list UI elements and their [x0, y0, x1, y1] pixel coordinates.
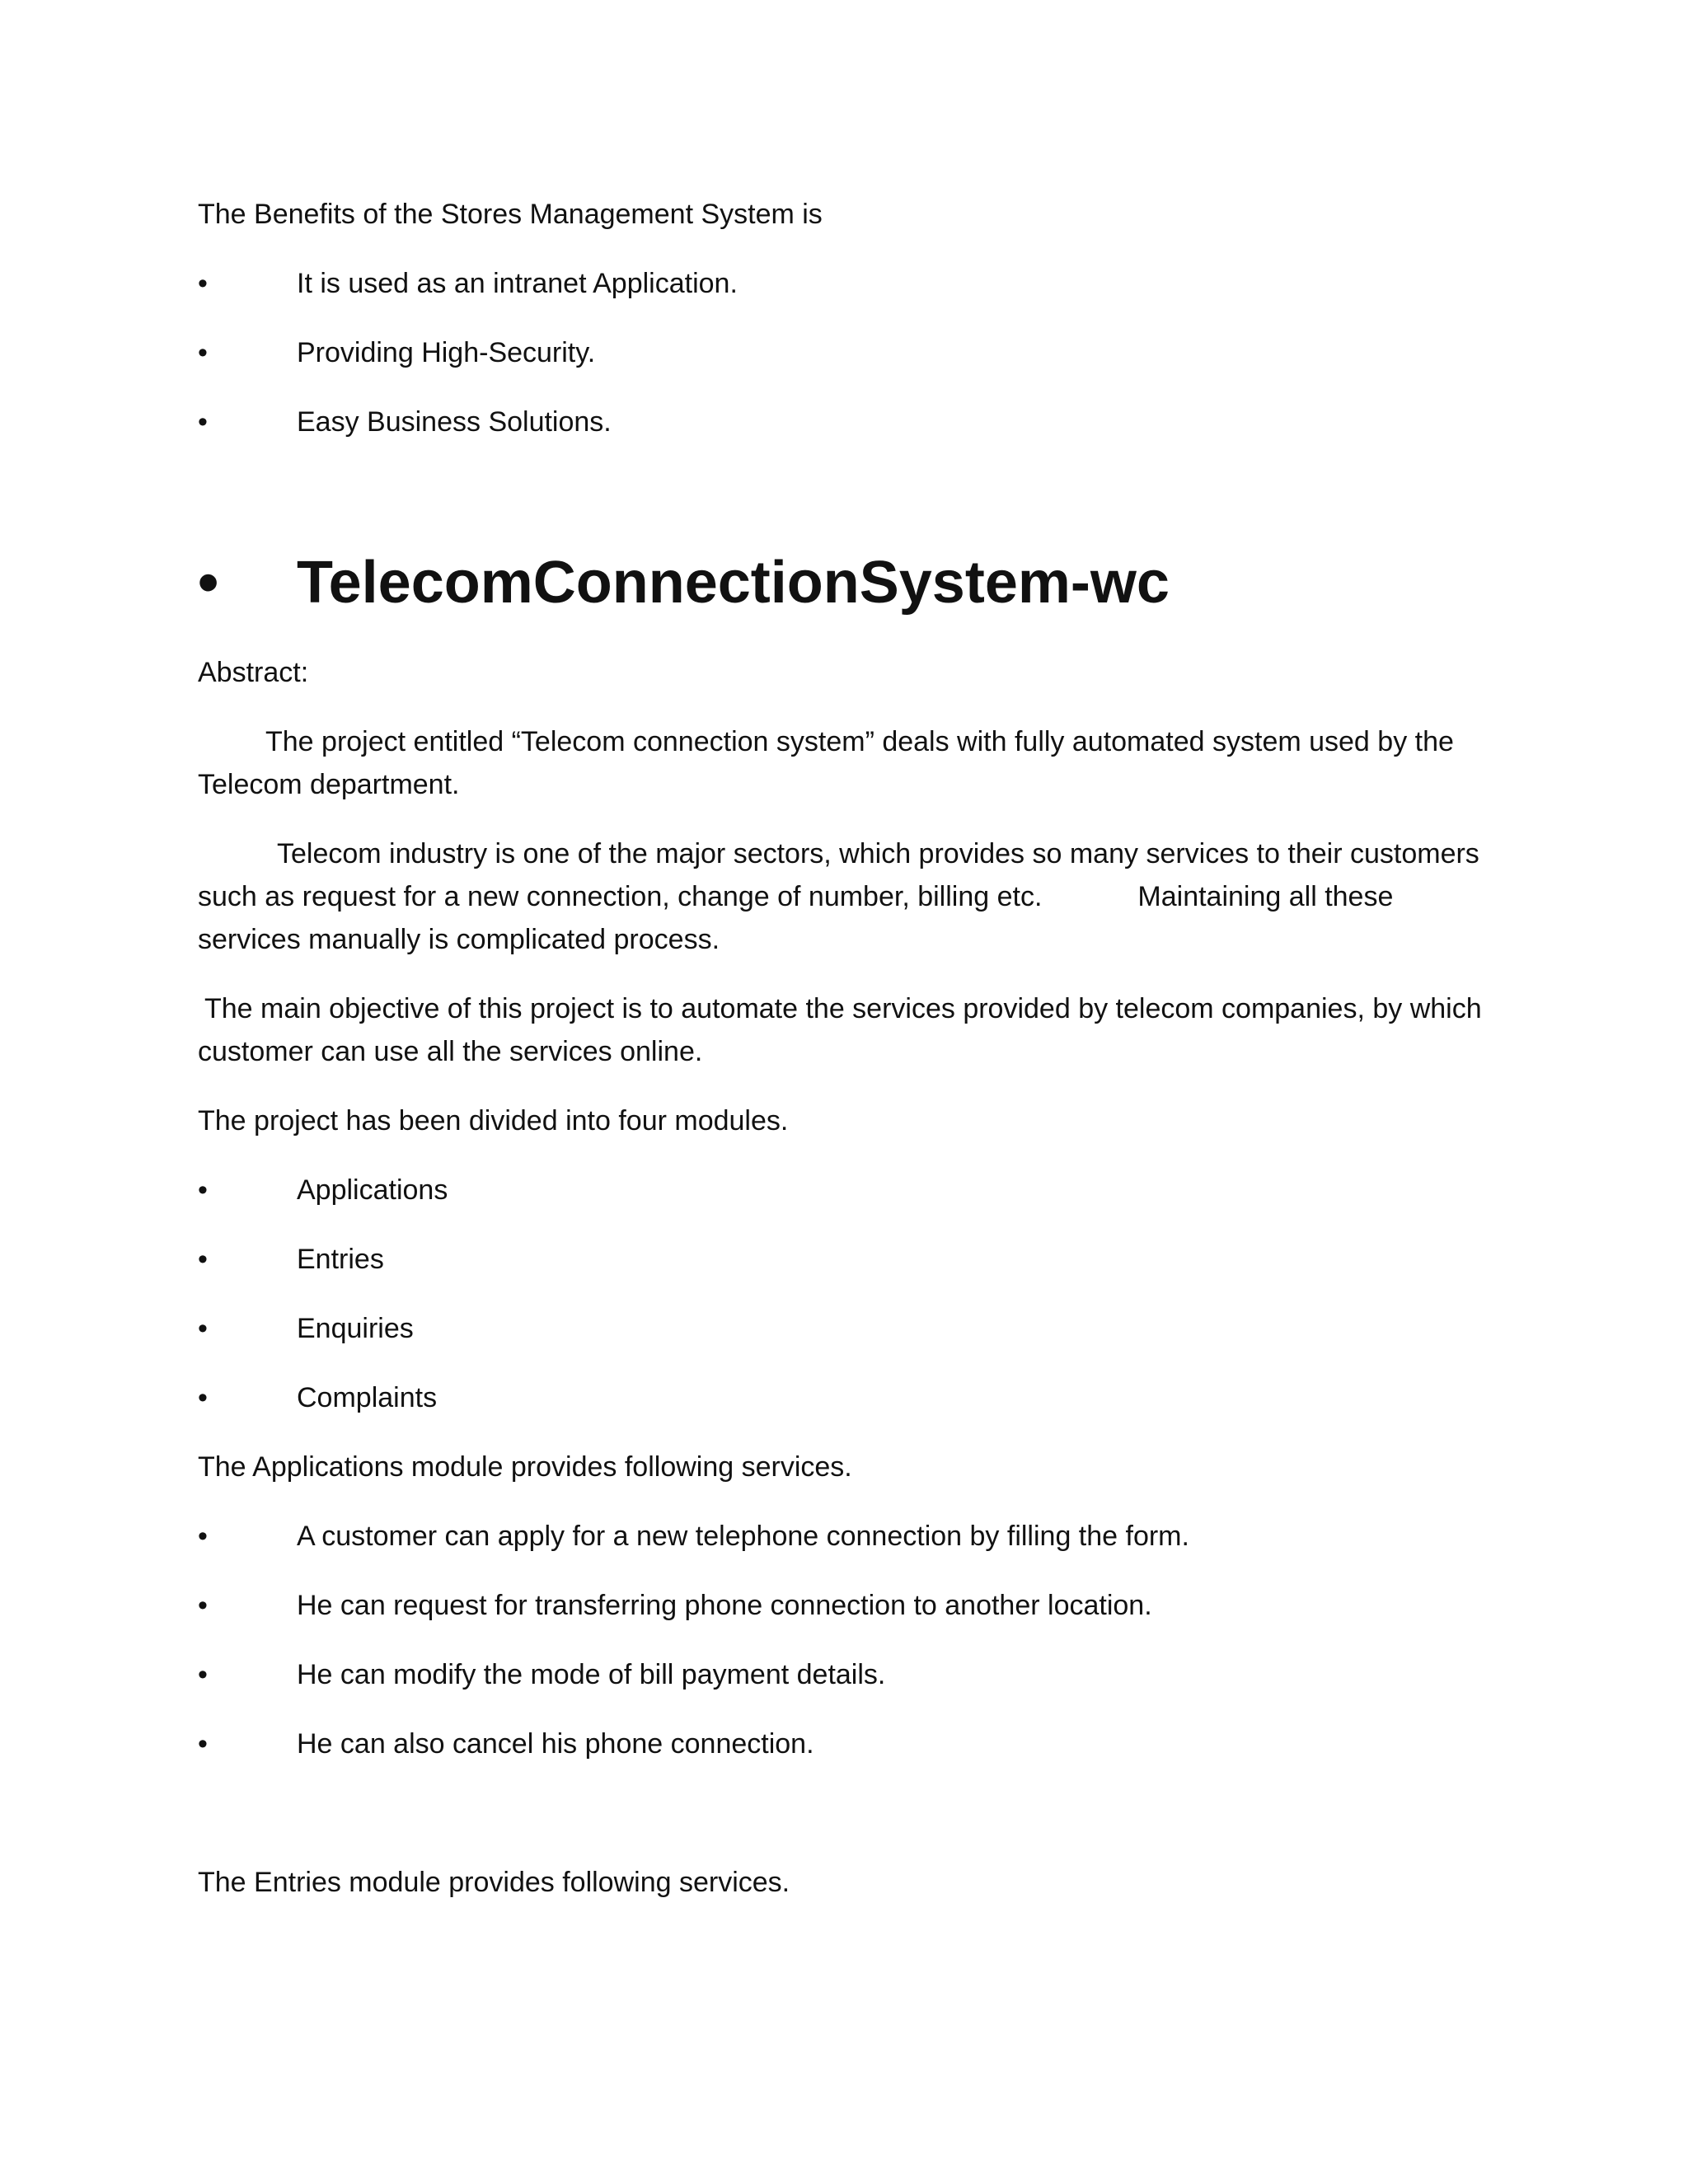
bullet-icon: • [198, 337, 208, 368]
modules-intro: The project has been divided into four modules. [198, 1105, 789, 1137]
bullet-icon: • [198, 1244, 208, 1275]
abstract-label: Abstract: [198, 657, 309, 688]
bullet-icon: • [198, 1728, 208, 1760]
paragraph-line: services manually is complicated process. [198, 924, 720, 955]
list-item-text: Entries [297, 1244, 384, 1275]
abstract-paragraph-3 [198, 987, 1492, 1073]
bullet-icon: • [198, 550, 219, 616]
bullet-icon: • [198, 1313, 208, 1344]
list-item-text: Enquiries [297, 1313, 414, 1344]
paragraph-line [198, 875, 1492, 918]
list-item-text: It is used as an intranet Application. [297, 268, 738, 299]
bullet-icon: • [198, 1590, 208, 1621]
list-item-text: He can also cancel his phone connection. [297, 1728, 814, 1760]
section-title: TelecomConnectionSystem-wc [297, 550, 1170, 616]
paragraph-line: The main objective of this project is to automate the services provided by telecom companies, by which [204, 993, 1482, 1024]
entries-intro: The Entries module provides following services. [198, 1867, 790, 1898]
list-item-text: He can modify the mode of bill payment details. [297, 1659, 886, 1690]
bullet-icon: • [198, 1521, 208, 1552]
abstract-paragraph-1 [198, 720, 1492, 806]
applications-intro: The Applications module provides following services. [198, 1451, 852, 1483]
bullet-icon: • [198, 268, 208, 299]
list-item-text: Complaints [297, 1382, 438, 1413]
bullet-icon: • [198, 406, 208, 438]
bullet-icon: • [198, 1174, 208, 1206]
paragraph-line-part: such as request for a new connection, change of number, billing etc. [198, 881, 1043, 912]
list-item-text: A customer can apply for a new telephone connection by filling the form. [297, 1521, 1189, 1552]
paragraph-line-part: Maintaining all these [1137, 881, 1394, 912]
benefits-intro: The Benefits of the Stores Management System is [198, 199, 823, 230]
paragraph-line: customer can use all the services online. [198, 1036, 703, 1067]
bullet-icon: • [198, 1382, 208, 1413]
paragraph-line: The project entitled “Telecom connection system” deals with fully automated system used by the [265, 726, 1454, 757]
bullet-icon: • [198, 1659, 208, 1690]
abstract-paragraph-2 [198, 832, 1492, 961]
list-item-text: Applications [297, 1174, 448, 1206]
paragraph-line: Telecom industry is one of the major sectors, which provides so many services to their customers [277, 838, 1479, 869]
list-item-text: Providing High-Security. [297, 337, 596, 368]
list-item-text: He can request for transferring phone connection to another location. [297, 1590, 1152, 1621]
list-item-text: Easy Business Solutions. [297, 406, 612, 438]
paragraph-line: Telecom department. [198, 769, 460, 800]
